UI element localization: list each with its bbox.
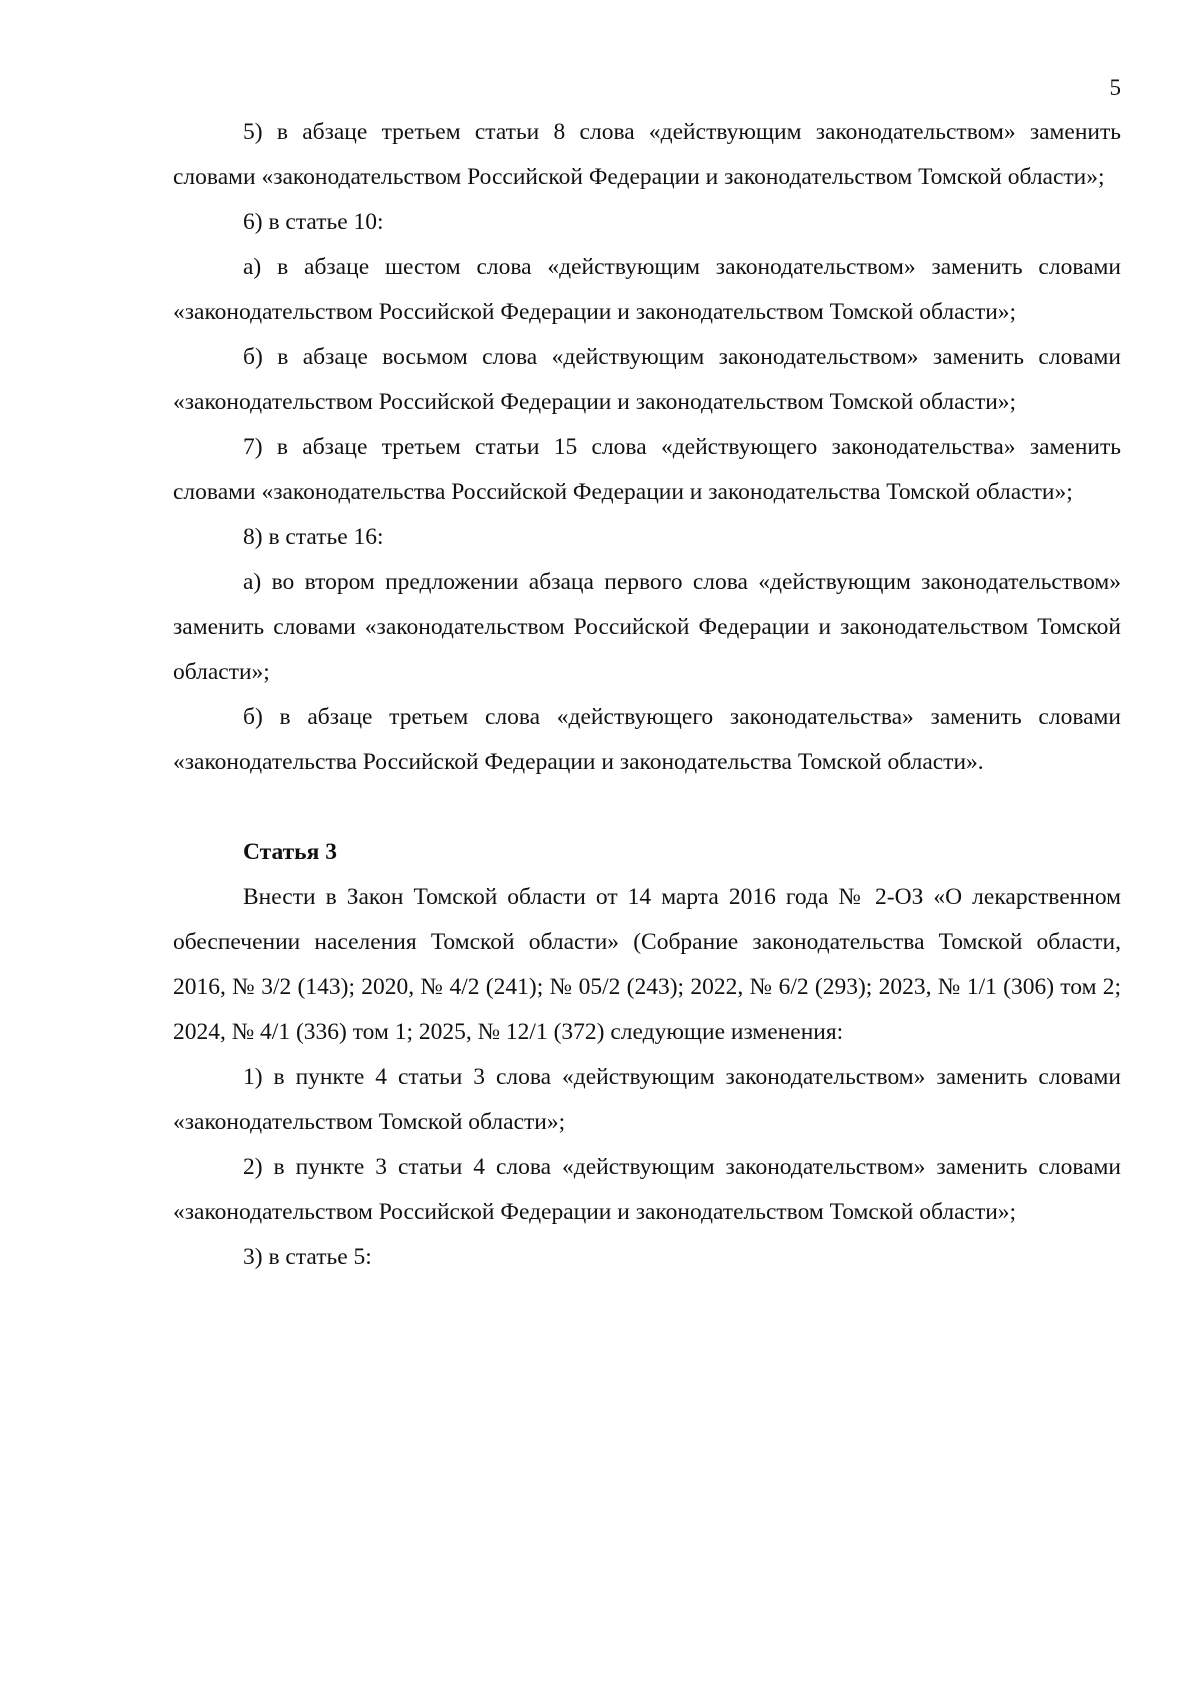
- paragraph-amend-5: 5) в абзаце третьем статьи 8 слова «действующим законодательством» заменить словами «законодательством Российской Федерации и законодательством Томской области»;: [173, 119, 1121, 190]
- paragraph-article-item-1: 1) в пункте 4 статьи 3 слова «действующим законодательством» заменить словами «законодательством Томской области»;: [173, 1064, 1121, 1135]
- paragraph-amend-7: 7) в абзаце третьем статьи 15 слова «действующего законодательства» заменить словами «законодательства Российской Федерации и законодательства Томской области»;: [173, 434, 1121, 505]
- paragraph-amend-6b: б) в абзаце восьмом слова «действующим законодательством» заменить словами «законодательством Российской Федерации и законодательством Томской области»;: [173, 344, 1121, 415]
- paragraph-article-item-3: 3) в статье 5:: [243, 1244, 372, 1270]
- paragraph-amend-8a: а) во втором предложении абзаца первого слова «действующим законодательством» заменить словами «законодательством Российской Федерации и законодательством Томской области»;: [173, 569, 1121, 685]
- article-heading: Статья 3: [243, 839, 337, 865]
- document-body: [173, 110, 1121, 1280]
- page-number: 5: [1109, 75, 1121, 100]
- paragraph-amend-6a: а) в абзаце шестом слова «действующим законодательством» заменить словами «законодательством Российской Федерации и законодательством Томской области»;: [173, 254, 1121, 325]
- paragraph-article-intro: Внести в Закон Томской области от 14 марта 2016 года № 2-ОЗ «О лекарственном обеспечении населения Томской области» (Собрание законодательства Томской области, 2016, № 3/2 (143); 2020, № 4/2 (241); № 05/2 (243); 2022, № 6/2 (293); 2023, № 1/1 (306) том 2; 2024, № 4/1 (336) том 1; 2025, № 12/1 (372) следующие изменения:: [173, 884, 1121, 1045]
- paragraph-amend-8: 8) в статье 16:: [243, 524, 384, 550]
- paragraph-amend-8b: б) в абзаце третьем слова «действующего законодательства» заменить словами «законодательства Российской Федерации и законодательства Томской области».: [173, 704, 1121, 775]
- paragraph-article-item-2: 2) в пункте 3 статьи 4 слова «действующим законодательством» заменить словами «законодательством Российской Федерации и законодательством Томской области»;: [173, 1154, 1121, 1225]
- section-spacer: [173, 785, 1121, 830]
- paragraph-amend-6: 6) в статье 10:: [243, 209, 384, 235]
